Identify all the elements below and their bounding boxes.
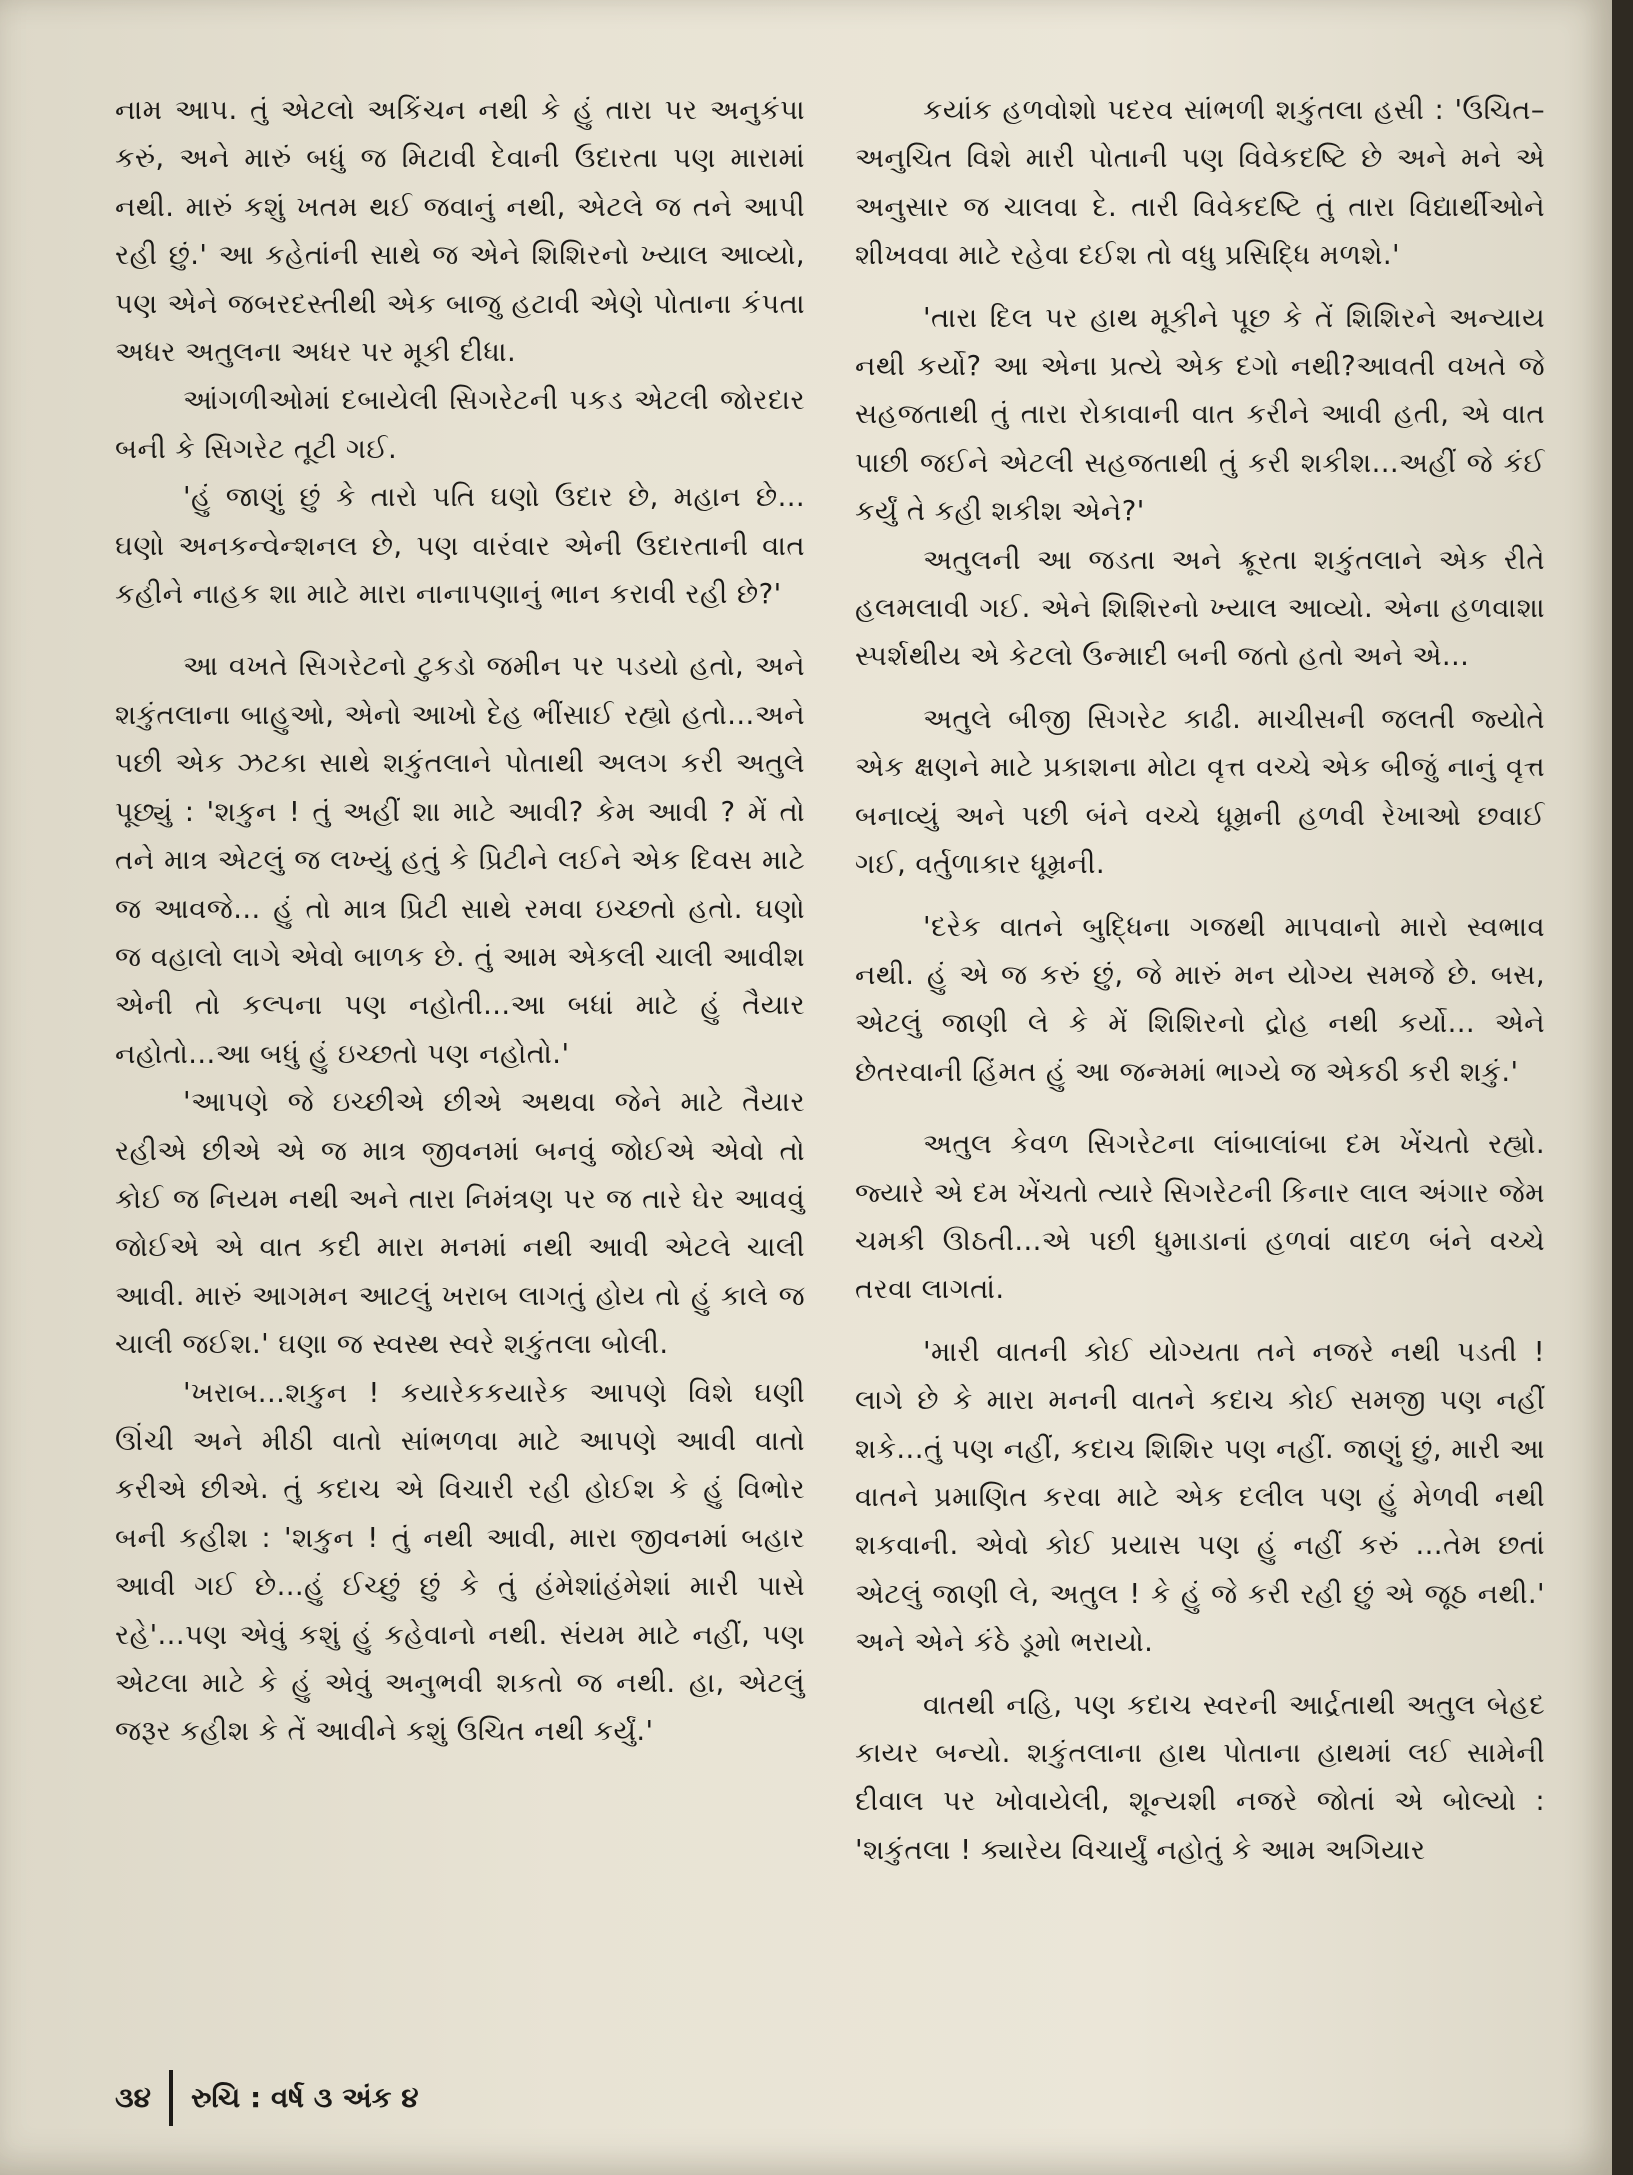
body-paragraph: અતુલે બીજી સિગરેટ કાઢી. માચીસની જલતી જ્યોતે એક ક્ષણને માટે પ્રકાશના મોટા વૃત્ત વચ્ચે એક બીજું નાનું વૃત્ત બનાવ્યું અને પછી બંને વચ્ચે ધૂમ્રની હળવી રેખાઓ છવાઈ ગઈ, વર્તુળાકાર ધૂમ્રની. [855,702,1545,881]
body-paragraph: વાતથી નહિ, પણ કદાચ સ્વરની આર્દ્રતાથી અતુલ બેહદ કાયર બન્યો. શકુંતલાના હાથ પોતાના હાથમાં લઈ સામેની દીવાલ પર ખોવાયેલી, શૂન્યશી નજરે જોતાં એ બોલ્યો : 'શકુંતલા ! ક્યારેય વિચાર્યું નહોતું કે આમ અગિયાર [855,1688,1545,1866]
body-paragraph: 'તારા દિલ પર હાથ મૂકીને પૂછ કે તેં શિશિરને અન્યાય નથી કર્યો? આ એના પ્રત્યે એક દગો નથી?આવતી વખતે જે સહજતાથી તું તારા રોકાવાની વાત કરીને આવી હતી, એ વાત પાછી જઈને એટલી સહજતાથી તું કરી શકીશ...અહીં જે કંઈ કર્યું તે કહી શકીશ એને?' [855,301,1545,528]
page-footer [115,2068,419,2128]
journal-title: રુચિ : વર્ષ ૩ અંક ૪ [191,2081,419,2114]
body-paragraph: 'હું જાણું છું કે તારો પતિ ઘણો ઉદાર છે, મહાન છે... ઘણો અનકન્વેન્શનલ છે, પણ વારંવાર એની ઉદારતાની વાત કહીને નાહક શા માટે મારા નાનાપણાનું ભાન કરાવી રહી છે?' [115,481,805,611]
body-paragraph: 'આપણે જે ઇચ્છીએ છીએ અથવા જેને માટે તૈયાર રહીએ છીએ એ જ માત્ર જીવનમાં બનવું જોઈએ એવો તો કોઈ જ નિયમ નથી અને તારા નિમંત્રણ પર જ તારે ઘેર આવવું જોઈએ એ વાત કદી મારા મનમાં નથી આવી એટલે ચાલી આવી. મારું આગમન આટલું ખરાબ લાગતું હોય તો હું કાલે જ ચાલી જઈશ.' ઘણા જ સ્વસ્થ સ્વરે શકુંતલા બોલી. [115,1086,805,1361]
left-text-column [115,86,805,1756]
right-text-column [855,86,1545,1874]
body-paragraph: 'ખરાબ...શકુન ! કયારેકકયારેક આપણે વિશે ઘણી ઊંચી અને મીઠી વાતો સાંભળવા માટે આપણે આવી વાતો કરીએ છીએ. તું કદાચ એ વિચારી રહી હોઈશ કે હું વિભોર બની કહીશ : 'શકુન ! તું નથી આવી, મારા જીવનમાં બહાર આવી ગઈ છે...હું ઈચ્છું છું કે તું હંમેશાંહંમેશાં મારી પાસે રહે'...પણ એવું કશું હું કહેવાનો નથી. સંયમ માટે નહીં, પણ એટલા માટે કે હું એવું અનુભવી શકતો જ નથી. હા, એટલું જરૂર કહીશ કે તેં આવીને કશું ઉચિત નથી કર્યું.' [115,1376,805,1748]
body-paragraph: અતુલ કેવળ સિગરેટના લાંબાલાંબા દમ ખેંચતો રહ્યો. જ્યારે એ દમ ખેંચતો ત્યારે સિગરેટની કિનાર લાલ અંગાર જેમ ચમકી ઊઠતી...એ પછી ધુમાડાનાં હળવાં વાદળ બંને વચ્ચે તરવા લાગતાં. [855,1128,1545,1306]
footer-divider [169,2070,173,2126]
body-paragraph: અતુલની આ જડતા અને ક્રૂરતા શકુંતલાને એક રીતે હલમલાવી ગઈ. એને શિશિરનો ખ્યાલ આવ્યો. એના હળવાશા સ્પર્શથીય એ કેટલો ઉન્માદી બની જતો હતો અને એ... [855,543,1545,673]
body-paragraph: 'દરેક વાતને બુદ્ધિના ગજથી માપવાનો મારો સ્વભાવ નથી. હું એ જ કરું છું, જે મારું મન યોગ્ય સમજે છે. બસ, એટલું જાણી લે કે મેં શિશિરનો દ્રોહ નથી કર્યો... એને છેતરવાની હિંમત હું આ જન્મમાં ભાગ્યે જ એકઠી કરી શકું.' [855,910,1545,1088]
body-paragraph: 'મારી વાતની કોઈ યોગ્યતા તને નજરે નથી પડતી ! લાગે છે કે મારા મનની વાતને કદાચ કોઈ સમજી પણ નહીં શકે...તું પણ નહીં, કદાચ શિશિર પણ નહીં. જાણું છું, મારી આ વાતને પ્રમાણિત કરવા માટે એક દલીલ પણ હું મેળવી નથી શકવાની. એવો કોઈ પ્રયાસ પણ હું નહીં કરું ...તેમ છતાં એટલું જાણી લે, અતુલ ! કે હું જે કરી રહી છું એ જૂઠ નથી.' અને એને કંઠે ડૂમો ભરાયો. [855,1335,1545,1659]
body-paragraph: આંગળીઓમાં દબાયેલી સિગરેટની પકડ એટલી જોરદાર બની કે સિગરેટ તૂટી ગઈ. [115,384,805,465]
page-number: ૩૪ [115,2081,152,2114]
body-paragraph: આ વખતે સિગરેટનો ટુકડો જમીન પર પડયો હતો, અને શકુંતલાના બાહુઓ, એનો આખો દેહ ભીંસાઈ રહ્યો હતો...અને પછી એક ઝટકા સાથે શકુંતલાને પોતાથી અલગ કરી અતુલે પૂછ્યું : 'શકુન ! તું અહીં શા માટે આવી? કેમ આવી ? મેં તો તને માત્ર એટલું જ લખ્યું હતું કે પ્રિટીને લઈને એક દિવસ માટે જ આવજે... હું તો માત્ર પ્રિટી સાથે રમવા ઇચ્છતો હતો. ઘણો જ વહાલો લાગે એવો બાળક છે. તું આમ એકલી ચાલી આવીશ એની તો કલ્પના પણ નહોતી...આ બધાં માટે હું તૈયાર નહોતો...આ બધું હું ઇચ્છતો પણ નહોતો.' [115,650,805,1070]
body-paragraph: નામ આપ. તું એટલો અકિંચન નથી કે હું તારા પર અનુકંપા કરું, અને મારું બધું જ મિટાવી દેવાની ઉદારતા પણ મારામાં નથી. મારું કશું ખતમ થઈ જવાનું નથી, એટલે જ તને આપી રહી છું.' આ કહેતાંની સાથે જ એને શિશિરનો ખ્યાલ આવ્યો, પણ એને જબરદસ્તીથી એક બાજુ હટાવી એણે પોતાના કંપતા અધર અતુલના અધર પર મૂકી દીધા. [115,94,805,369]
body-paragraph: કયાંક હળવોશો પદરવ સાંભળી શકુંતલા હસી : 'ઉચિત–અનુચિત વિશે મારી પોતાની પણ વિવેકદષ્ટિ છે અને મને એ અનુસાર જ ચાલવા દે. તારી વિવેકદષ્ટિ તું તારા વિદ્યાર્થીઓને શીખવવા માટે રહેવા દઈશ તો વધુ પ્રસિદ્ધિ મળશે.' [855,94,1545,272]
